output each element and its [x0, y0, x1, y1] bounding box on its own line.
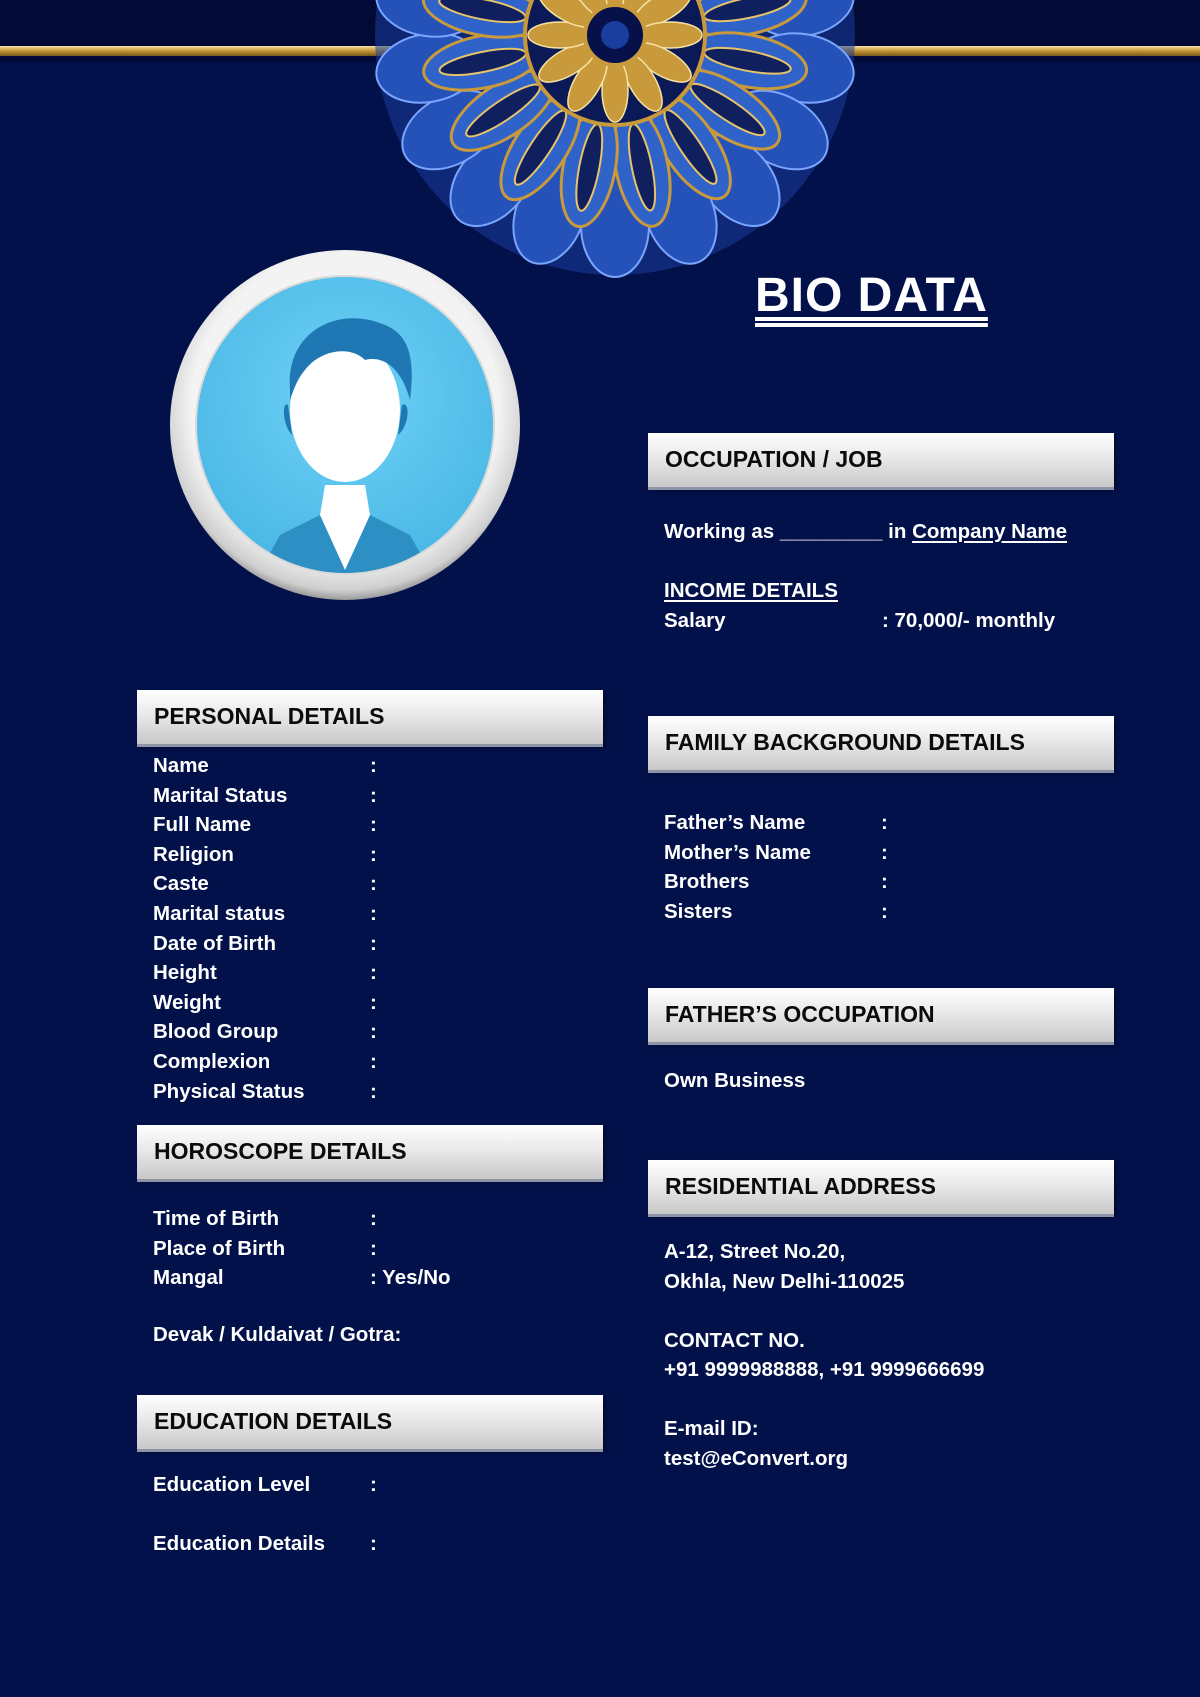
- occupation-line: [664, 520, 1067, 544]
- page-title: BIO DATA: [755, 269, 988, 322]
- education-details-heading: EDUCATION DETAILS: [137, 1395, 603, 1449]
- family-row: [664, 900, 1084, 930]
- personal-row-value: :: [370, 961, 377, 985]
- personal-row-label: Marital status: [153, 902, 286, 925]
- in-label: in: [888, 520, 907, 543]
- personal-row-label: Date of Birth: [153, 931, 276, 955]
- family-row: [664, 841, 1084, 871]
- personal-row: [153, 872, 573, 902]
- family-row-value: :: [881, 870, 888, 894]
- personal-row-label: Full Name: [153, 813, 251, 837]
- education-row-label: Education Level: [153, 1473, 311, 1496]
- personal-row-value: :: [370, 842, 377, 866]
- family-row: [664, 870, 1084, 900]
- personal-row: [153, 754, 573, 784]
- contact-label: CONTACT NO.: [664, 1329, 805, 1352]
- personal-row-value: :: [370, 931, 377, 955]
- personal-row-value: :: [370, 990, 377, 1014]
- personal-row: [153, 961, 573, 991]
- education-row: [153, 1473, 573, 1503]
- personal-row-label: Name: [153, 754, 209, 777]
- horoscope-row: [153, 1207, 573, 1237]
- profile-photo-placeholder[interactable]: [170, 250, 520, 600]
- family-row-value: :: [881, 840, 888, 864]
- personal-row-label: Marital Status: [153, 783, 288, 807]
- education-row-label: Education Details: [153, 1532, 326, 1555]
- education-row-value: :: [370, 1473, 377, 1496]
- horoscope-row-value: :: [370, 1236, 377, 1260]
- personal-row: [153, 932, 573, 962]
- residential-address-heading: RESIDENTIAL ADDRESS: [648, 1160, 1114, 1214]
- personal-row-label: Complexion: [153, 1050, 271, 1073]
- personal-row-value: :: [370, 754, 377, 777]
- horoscope-row: [153, 1266, 573, 1296]
- contact-value[interactable]: +91 9999988888, +91 9999666699: [664, 1358, 985, 1381]
- salary-value: : 70,000/- monthly: [882, 609, 1056, 632]
- personal-row-value: :: [370, 1020, 377, 1044]
- personal-row: [153, 1050, 573, 1080]
- occupation-heading: OCCUPATION / JOB: [648, 433, 1114, 487]
- personal-row-label: Weight: [153, 990, 221, 1014]
- salary-row: [664, 609, 1104, 639]
- personal-row: [153, 902, 573, 932]
- address-line-2: Okhla, New Delhi-110025: [664, 1270, 905, 1293]
- horoscope-row-value: :: [370, 1207, 377, 1230]
- family-row-label: Father’s Name: [664, 811, 806, 834]
- personal-row-value: :: [370, 902, 377, 925]
- personal-row-label: Religion: [153, 842, 234, 866]
- personal-row-value: :: [370, 783, 377, 807]
- family-background-heading: FAMILY BACKGROUND DETAILS: [648, 716, 1114, 770]
- personal-row-label: Caste: [153, 872, 209, 896]
- personal-row-value: :: [370, 813, 377, 837]
- horoscope-row-label: Mangal: [153, 1266, 224, 1290]
- family-row-label: Sisters: [664, 899, 733, 923]
- family-row-value: :: [881, 811, 888, 834]
- horoscope-row-value: : Yes/No: [370, 1266, 451, 1290]
- horoscope-details-heading: HOROSCOPE DETAILS: [137, 1125, 603, 1179]
- email-value[interactable]: test@eConvert.org: [664, 1447, 849, 1470]
- email-label: E-mail ID:: [664, 1417, 759, 1440]
- income-details-heading: INCOME DETAILS: [664, 579, 838, 602]
- personal-row: [153, 1020, 573, 1050]
- family-row: [664, 811, 1084, 841]
- personal-row: [153, 1080, 573, 1110]
- personal-row: [153, 991, 573, 1021]
- father-occupation-value: Own Business: [664, 1069, 806, 1092]
- gotra-label: Devak / Kuldaivat / Gotra:: [153, 1323, 402, 1346]
- family-row-value: :: [881, 899, 888, 923]
- working-as-label: Working as: [664, 520, 775, 543]
- address-line-1: A-12, Street No.20,: [664, 1240, 846, 1263]
- personal-row: [153, 843, 573, 873]
- personal-details-heading: PERSONAL DETAILS: [137, 690, 603, 744]
- personal-row-label: Physical Status: [153, 1079, 305, 1103]
- personal-row-label: Height: [153, 961, 217, 985]
- family-row-label: Mother’s Name: [664, 840, 811, 864]
- horoscope-row-label: Time of Birth: [153, 1207, 280, 1230]
- personal-row-value: :: [370, 1050, 377, 1073]
- education-row: [153, 1532, 573, 1562]
- personal-row: [153, 813, 573, 843]
- personal-row-value: :: [370, 1079, 377, 1103]
- personal-row: [153, 784, 573, 814]
- education-row-value: :: [370, 1532, 377, 1555]
- job-title-blank: _________: [779, 520, 883, 543]
- company-name: Company Name: [912, 520, 1068, 543]
- horoscope-row-label: Place of Birth: [153, 1236, 286, 1260]
- family-row-label: Brothers: [664, 870, 750, 894]
- salary-label: Salary: [664, 609, 726, 632]
- personal-row-label: Blood Group: [153, 1020, 279, 1044]
- personal-row-value: :: [370, 872, 377, 896]
- father-occupation-heading: FATHER’S OCCUPATION: [648, 988, 1114, 1042]
- horoscope-row: [153, 1237, 573, 1267]
